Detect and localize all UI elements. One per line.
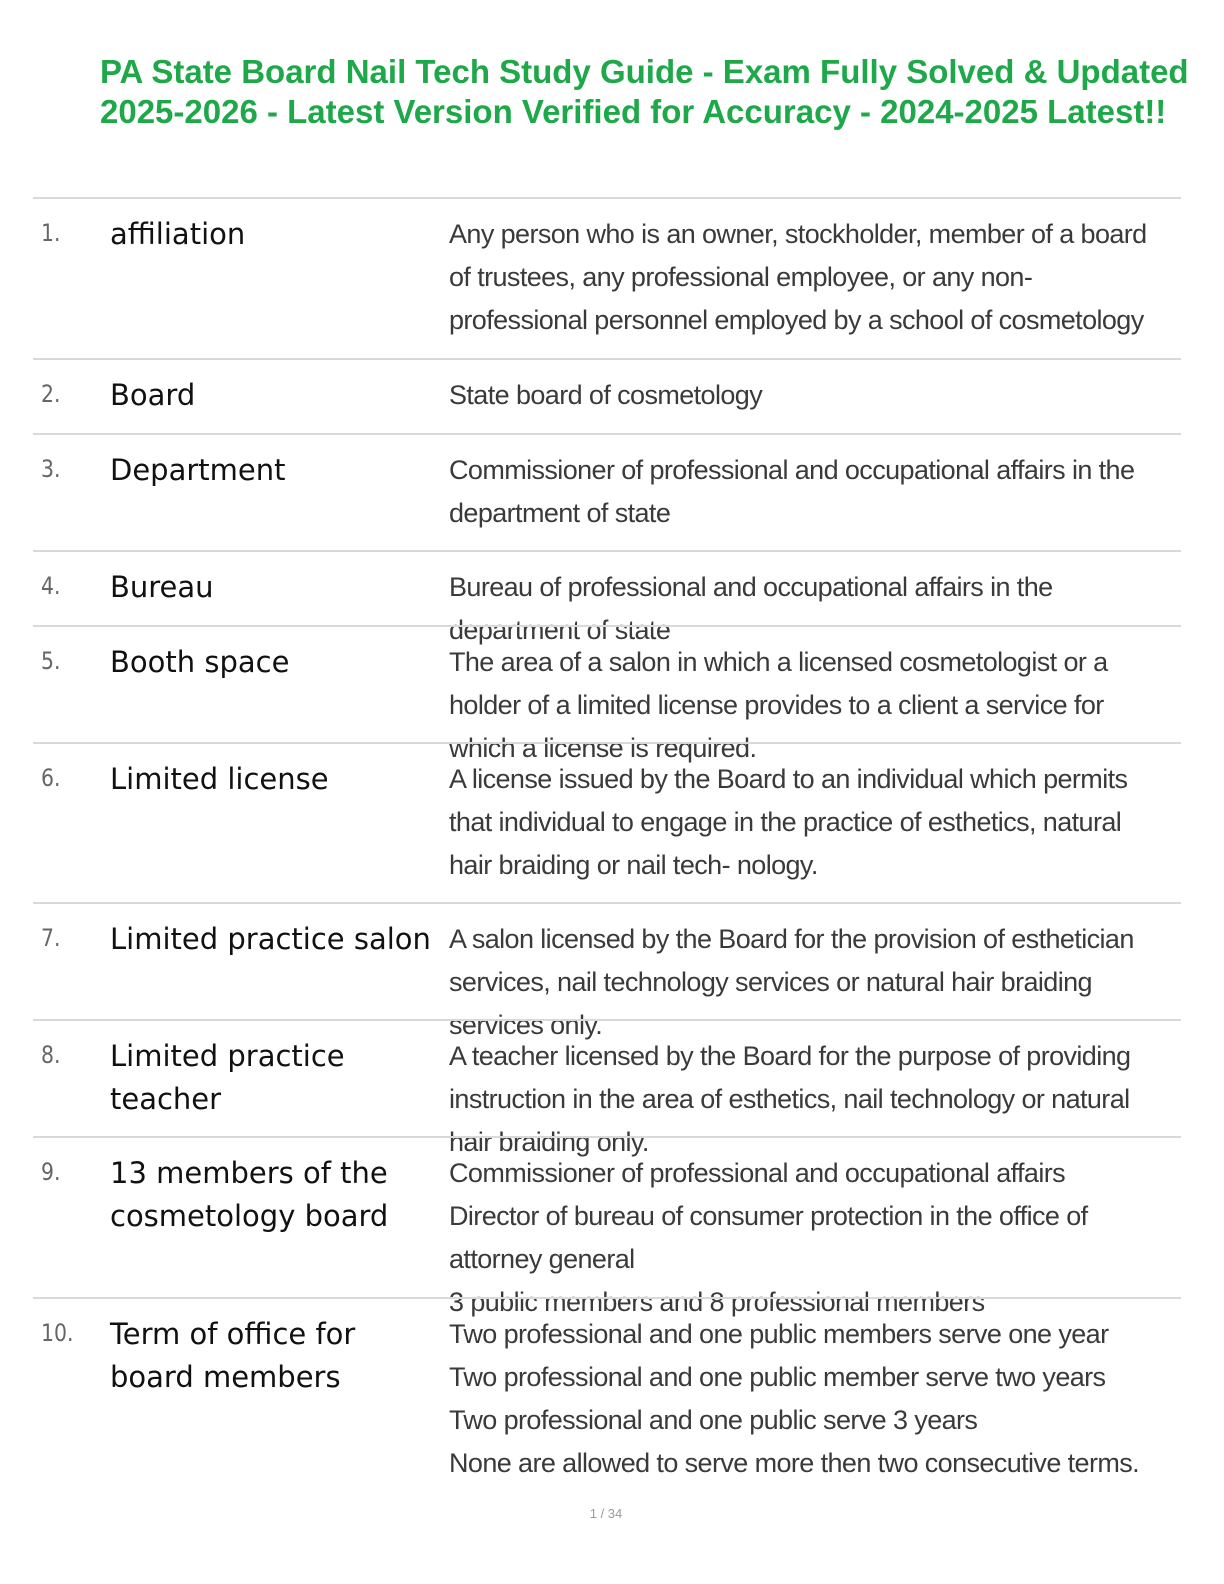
- card-definition: Commissioner of professional and occupational affairs in the department of state: [449, 455, 1135, 528]
- flashcard-row: [33, 1297, 1181, 1497]
- card-number: 7.: [41, 924, 61, 952]
- card-number: 2.: [41, 380, 61, 408]
- card-number: 6.: [41, 764, 61, 792]
- card-number: 1.: [41, 219, 61, 247]
- flashcard-row: [33, 1136, 1181, 1317]
- card-number: 9.: [41, 1158, 61, 1186]
- flashcard-row: [33, 902, 1181, 1040]
- card-term: 13 members of the cosmetology board: [110, 1156, 389, 1233]
- card-definition: Two professional and one public members serve one year Two professional and one public member serve two years Two professional and one public serve 3 years None are allowed to serve more then two consecutive terms.: [449, 1319, 1140, 1478]
- flashcard-row: [33, 358, 1181, 433]
- card-definition: The area of a salon in which a licensed cosmetologist or a holder of a limited license provides to a client a service for which a license is required.: [449, 647, 1108, 763]
- card-term: affiliation: [110, 217, 246, 251]
- card-term: Limited license: [110, 762, 329, 796]
- card-number: 5.: [41, 647, 61, 675]
- card-term: Department: [110, 453, 286, 487]
- flashcard-list: [33, 197, 1181, 1497]
- document-title: PA State Board Nail Tech Study Guide - Exam Fully Solved & Updated 2025-2026 - Latest Version Verified for Accuracy - 2024-2025 Latest!!: [100, 53, 1189, 130]
- page-number: 1 / 34: [589, 1506, 623, 1521]
- card-term: Limited practice salon: [110, 922, 431, 956]
- card-term: Bureau: [110, 570, 214, 604]
- card-definition: A teacher licensed by the Board for the purpose of providing instruction in the area of esthetics, nail technology or natural hair braiding only.: [449, 1041, 1131, 1157]
- card-number: 4.: [41, 572, 61, 600]
- card-term: Booth space: [110, 645, 290, 679]
- card-number: 10.: [41, 1319, 74, 1347]
- card-number: 8.: [41, 1041, 61, 1069]
- flashcard-row: [33, 433, 1181, 550]
- flashcard-row: [33, 1019, 1181, 1157]
- card-definition: Bureau of professional and occupational affairs in the department of state: [449, 572, 1053, 645]
- flashcard-row: [33, 550, 1181, 645]
- flashcard-row: [33, 742, 1181, 902]
- card-definition: A salon licensed by the Board for the provision of esthetician services, nail technology services or natural hair braiding services only.: [449, 924, 1134, 1040]
- card-number: 3.: [41, 455, 61, 483]
- card-definition: A license issued by the Board to an individual which permits that individual to engage in the practice of esthetics, natural hair braiding or nail tech- nology.: [449, 764, 1128, 880]
- card-definition: Any person who is an owner, stockholder, member of a board of trustees, any professional employee, or any non-professional personnel employed by a school of cosmetology: [449, 219, 1147, 335]
- flashcard-row: [33, 197, 1181, 358]
- card-term: Term of office for board members: [110, 1317, 356, 1394]
- flashcard-row: [33, 625, 1181, 763]
- card-definition: State board of cosmetology: [449, 380, 763, 410]
- card-term: Limited practice teacher: [110, 1039, 345, 1116]
- card-definition: Commissioner of professional and occupational affairs Director of bureau of consumer protection in the office of attorney general 3 public members and 8 professional members: [449, 1158, 1088, 1317]
- card-term: Board: [110, 378, 196, 412]
